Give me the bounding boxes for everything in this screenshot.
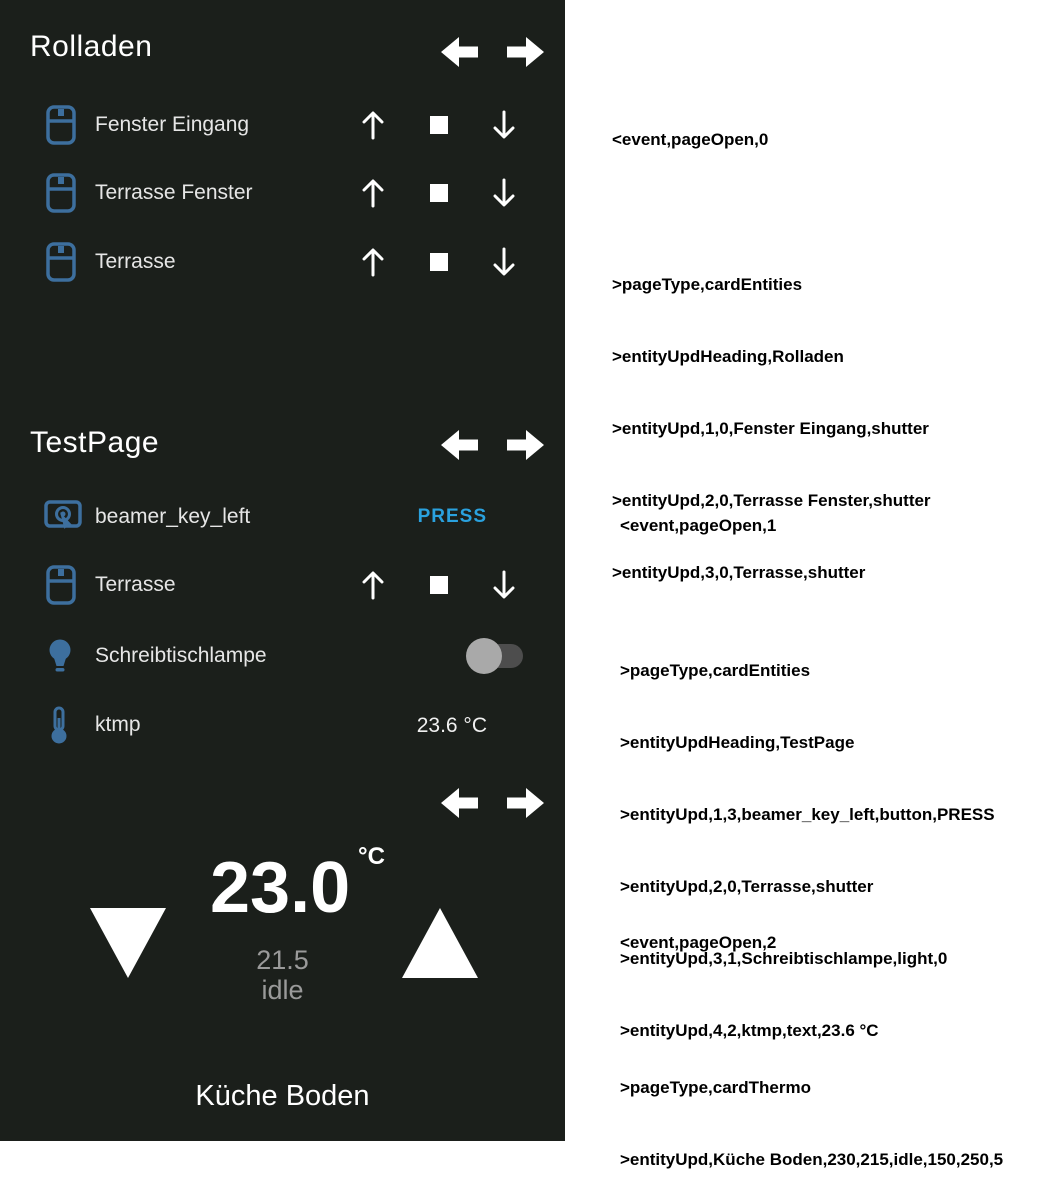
window-shutter-icon bbox=[46, 565, 76, 610]
shutter-down-icon[interactable] bbox=[491, 109, 517, 141]
log-line: >pageType,cardEntities bbox=[620, 661, 811, 680]
log-line: >entityUpd,2,0,Terrasse,shutter bbox=[620, 877, 874, 896]
nav-next-icon[interactable] bbox=[507, 37, 544, 67]
shutter-down-icon[interactable] bbox=[491, 177, 517, 209]
light-toggle-knob[interactable] bbox=[466, 638, 502, 674]
log-line: >entityUpd,Küche Boden,230,215,idle,150,250,5 bbox=[620, 1150, 1004, 1169]
temperature-unit: °C bbox=[358, 843, 385, 870]
log-line: >entityUpd,1,0,Fenster Eingang,shutter bbox=[612, 419, 929, 438]
log-line: <event,pageOpen,2 bbox=[620, 933, 777, 952]
entity-label: Fenster Eingang bbox=[95, 113, 250, 136]
entity-label: Schreibtischlampe bbox=[95, 644, 267, 667]
log-line: >pageType,cardThermo bbox=[620, 1078, 811, 1097]
log-gap bbox=[612, 200, 931, 225]
press-button[interactable]: PRESS bbox=[417, 506, 487, 527]
entity-label: Terrasse bbox=[95, 573, 176, 596]
log-block-page2 bbox=[620, 883, 1003, 1196]
card-rolladen-title: Rolladen bbox=[30, 30, 153, 63]
entity-label: Terrasse Fenster bbox=[95, 181, 253, 204]
shutter-up-icon[interactable] bbox=[360, 109, 386, 141]
shutter-stop-icon[interactable] bbox=[430, 253, 448, 271]
hvac-state: idle bbox=[261, 975, 304, 1005]
setpoint-temperature: 21.5 bbox=[256, 945, 309, 975]
nav-prev-icon[interactable] bbox=[441, 788, 478, 818]
shutter-down-icon[interactable] bbox=[491, 246, 517, 278]
window-shutter-icon bbox=[46, 105, 76, 150]
log-line: >entityUpd,1,3,beamer_key_left,button,PRESS bbox=[620, 805, 995, 824]
log-line: >pageType,cardEntities bbox=[612, 275, 803, 294]
log-gap bbox=[620, 1003, 1003, 1028]
log-line: >entityUpd,3,1,Schreibtischlampe,light,0 bbox=[620, 949, 948, 968]
log-line: >entityUpd,4,2,ktmp,text,23.6 °C bbox=[620, 1021, 879, 1040]
entity-label: Terrasse bbox=[95, 250, 176, 273]
temp-up-button[interactable] bbox=[402, 908, 478, 978]
log-line: >entityUpd,3,0,Terrasse,shutter bbox=[612, 563, 866, 582]
nav-next-icon[interactable] bbox=[507, 788, 544, 818]
log-line: >entityUpd,2,0,Terrasse Fenster,shutter bbox=[612, 491, 931, 510]
nav-prev-icon[interactable] bbox=[441, 37, 478, 67]
shutter-up-icon[interactable] bbox=[360, 177, 386, 209]
log-line: >entityUpdHeading,Rolladen bbox=[612, 347, 844, 366]
shutter-down-icon[interactable] bbox=[491, 569, 517, 601]
current-temperature: 23.0 bbox=[210, 848, 351, 928]
shutter-stop-icon[interactable] bbox=[430, 116, 448, 134]
thermostat-name: Küche Boden bbox=[195, 1080, 370, 1112]
window-shutter-icon bbox=[46, 173, 76, 218]
entity-label: beamer_key_left bbox=[95, 505, 251, 528]
nav-next-icon[interactable] bbox=[507, 430, 544, 460]
window-shutter-icon bbox=[46, 242, 76, 287]
entity-label: ktmp bbox=[95, 713, 141, 736]
lightbulb-icon bbox=[46, 638, 74, 679]
shutter-up-icon[interactable] bbox=[360, 246, 386, 278]
log-gap bbox=[620, 586, 995, 611]
entity-value: 23.6 °C bbox=[416, 714, 487, 737]
card-testpage-title: TestPage bbox=[30, 426, 160, 459]
log-line: <event,pageOpen,0 bbox=[612, 130, 769, 149]
shutter-stop-icon[interactable] bbox=[430, 576, 448, 594]
shutter-up-icon[interactable] bbox=[360, 569, 386, 601]
shutter-stop-icon[interactable] bbox=[430, 184, 448, 202]
log-line: <event,pageOpen,1 bbox=[620, 516, 777, 535]
nav-prev-icon[interactable] bbox=[441, 430, 478, 460]
temp-down-button[interactable] bbox=[90, 908, 166, 978]
gesture-tap-button-icon bbox=[44, 500, 82, 539]
thermometer-icon bbox=[48, 706, 70, 749]
log-line: >entityUpdHeading,TestPage bbox=[620, 733, 855, 752]
